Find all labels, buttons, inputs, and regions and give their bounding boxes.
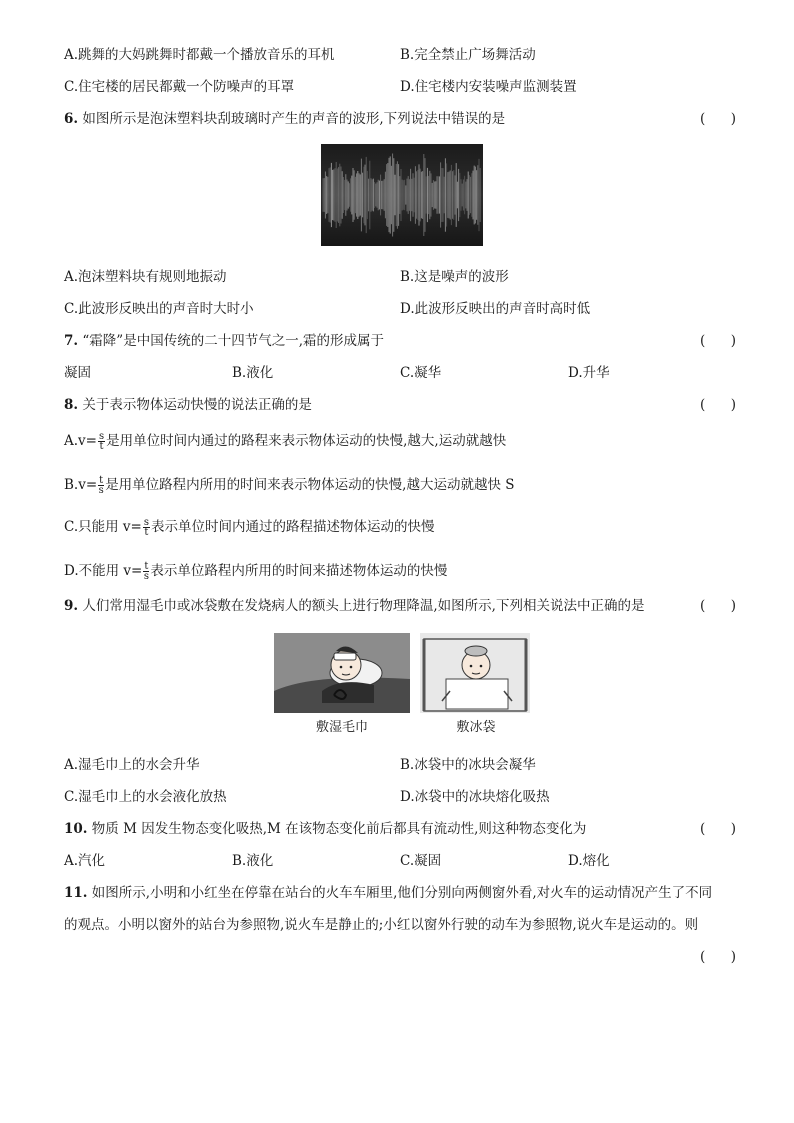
wet-towel-caption: 敷湿毛巾 xyxy=(315,720,368,735)
q9-answer-paren xyxy=(700,597,736,615)
q8-text: 关于表示物体运动快慢的说法正确的是 xyxy=(82,397,312,413)
q7-text: “霜降”是中国传统的二十四节气之一,霜的形成属于 xyxy=(82,333,384,349)
q10-option-d: D.熔化 xyxy=(568,853,610,869)
q10-option-b: B.液化 xyxy=(232,853,274,869)
q8-b-numerator: t xyxy=(99,475,104,486)
q9-stem xyxy=(64,597,644,615)
q11-stem-line-2: 的观点。小明以窗外的站台为参照物,说火车是静止的;小红以窗外行驶的动车为参照物,说火车是运动的。则 xyxy=(64,917,699,933)
ice-bag-caption: 敷冰袋 xyxy=(456,720,496,735)
q8-c-prefix: C.只能用 v= xyxy=(64,519,142,535)
q8-b-denominator: s xyxy=(98,485,104,496)
q9-option-c: C.湿毛巾上的水会液化放热 xyxy=(64,789,227,805)
sound-waveform-image xyxy=(321,144,483,246)
q6-stem xyxy=(64,110,505,128)
q8-b-prefix: B.v= xyxy=(64,477,98,493)
q7-stem xyxy=(64,332,384,350)
q8-d-text: 表示单位路程内所用的时间来描述物体运动的快慢 xyxy=(150,563,448,579)
q8-c-text: 表示单位时间内通过的路程描述物体运动的快慢 xyxy=(151,519,435,535)
q8-b-text: 是用单位路程内所用的时间来表示物体运动的快慢,越大运动就越快 S xyxy=(105,477,515,493)
q6-number: 6. xyxy=(64,111,79,127)
q8-number: 8. xyxy=(64,397,79,413)
q8-option-b xyxy=(64,476,515,495)
q5-option-a: A.跳舞的大妈跳舞时都戴一个播放音乐的耳机 xyxy=(64,47,335,63)
q6-option-d: D.此波形反映出的声音时高时低 xyxy=(400,301,591,317)
q10-option-a: A.汽化 xyxy=(64,853,106,869)
q8-option-c xyxy=(64,518,435,537)
q8-d-prefix: D.不能用 v= xyxy=(64,563,143,579)
wet-towel-illustration xyxy=(274,633,410,713)
q7-option-c: C.凝华 xyxy=(400,365,442,381)
q6-option-c: C.此波形反映出的声音时大时小 xyxy=(64,301,254,317)
q8-c-denominator: t xyxy=(144,527,149,538)
q8-a-denominator: t xyxy=(99,441,104,452)
q8-answer-paren xyxy=(700,396,736,414)
q7-number: 7. xyxy=(64,333,79,349)
q7-option-b: B.液化 xyxy=(232,365,274,381)
waveform-figure xyxy=(321,144,483,246)
q9-text: 人们常用湿毛巾或冰袋敷在发烧病人的额头上进行物理降温,如图所示,下列相关说法中正确的是 xyxy=(82,598,645,614)
q8-d-numerator: t xyxy=(144,561,149,572)
q11-stem-line-1 xyxy=(64,884,712,902)
q11-text-1: 如图所示,小明和小红坐在停靠在站台的火车车厢里,他们分别向两侧窗外看,对火车的运动情况产生了不同 xyxy=(91,885,713,901)
q5-option-b: B.完全禁止广场舞活动 xyxy=(400,47,536,63)
q10-answer-paren xyxy=(700,820,736,838)
q10-option-c: C.凝固 xyxy=(400,853,442,869)
q8-d-denominator: s xyxy=(143,571,149,582)
q8-option-a xyxy=(64,432,506,451)
q8-a-fraction xyxy=(98,432,105,451)
q6-answer-paren xyxy=(700,110,736,128)
q8-a-prefix: A.v= xyxy=(64,433,97,449)
q10-number: 10. xyxy=(64,821,88,837)
q8-d-fraction xyxy=(143,562,149,581)
q10-text: 物质 M 因发生物态变化吸热,M 在该物态变化前后都具有流动性,则这种物态变化为 xyxy=(91,821,587,837)
q11-number: 11. xyxy=(64,885,88,901)
q6-option-a: A.泡沫塑料块有规则地振动 xyxy=(64,269,227,285)
q5-option-d: D.住宅楼内安装噪声监测装置 xyxy=(400,79,577,95)
ice-bag-illustration xyxy=(420,633,530,713)
q6-text: 如图所示是泡沫塑料块刮玻璃时产生的声音的波形,下列说法中错误的是 xyxy=(82,111,506,127)
q8-option-d xyxy=(64,562,447,581)
q9-option-a: A.湿毛巾上的水会升华 xyxy=(64,757,200,773)
q9-number: 9. xyxy=(64,598,79,614)
q7-option-a: 凝固 xyxy=(64,365,91,381)
q9-option-d: D.冰袋中的冰块熔化吸热 xyxy=(400,789,550,805)
q9-option-b: B.冰袋中的冰块会凝华 xyxy=(400,757,536,773)
q11-answer-paren xyxy=(700,948,736,966)
q8-a-numerator: s xyxy=(98,431,105,442)
q10-stem xyxy=(64,820,586,838)
q8-c-numerator: s xyxy=(143,517,150,528)
q5-option-c: C.住宅楼的居民都戴一个防噪声的耳罩 xyxy=(64,79,295,95)
q8-a-text: 是用单位时间内通过的路程来表示物体运动的快慢,越大,运动就越快 xyxy=(106,433,507,449)
q7-option-d: D.升华 xyxy=(568,365,610,381)
q6-option-b: B.这是噪声的波形 xyxy=(400,269,509,285)
q8-b-fraction xyxy=(98,476,104,495)
q8-c-fraction xyxy=(143,518,150,537)
q7-answer-paren xyxy=(700,332,736,350)
q8-stem xyxy=(64,396,312,414)
